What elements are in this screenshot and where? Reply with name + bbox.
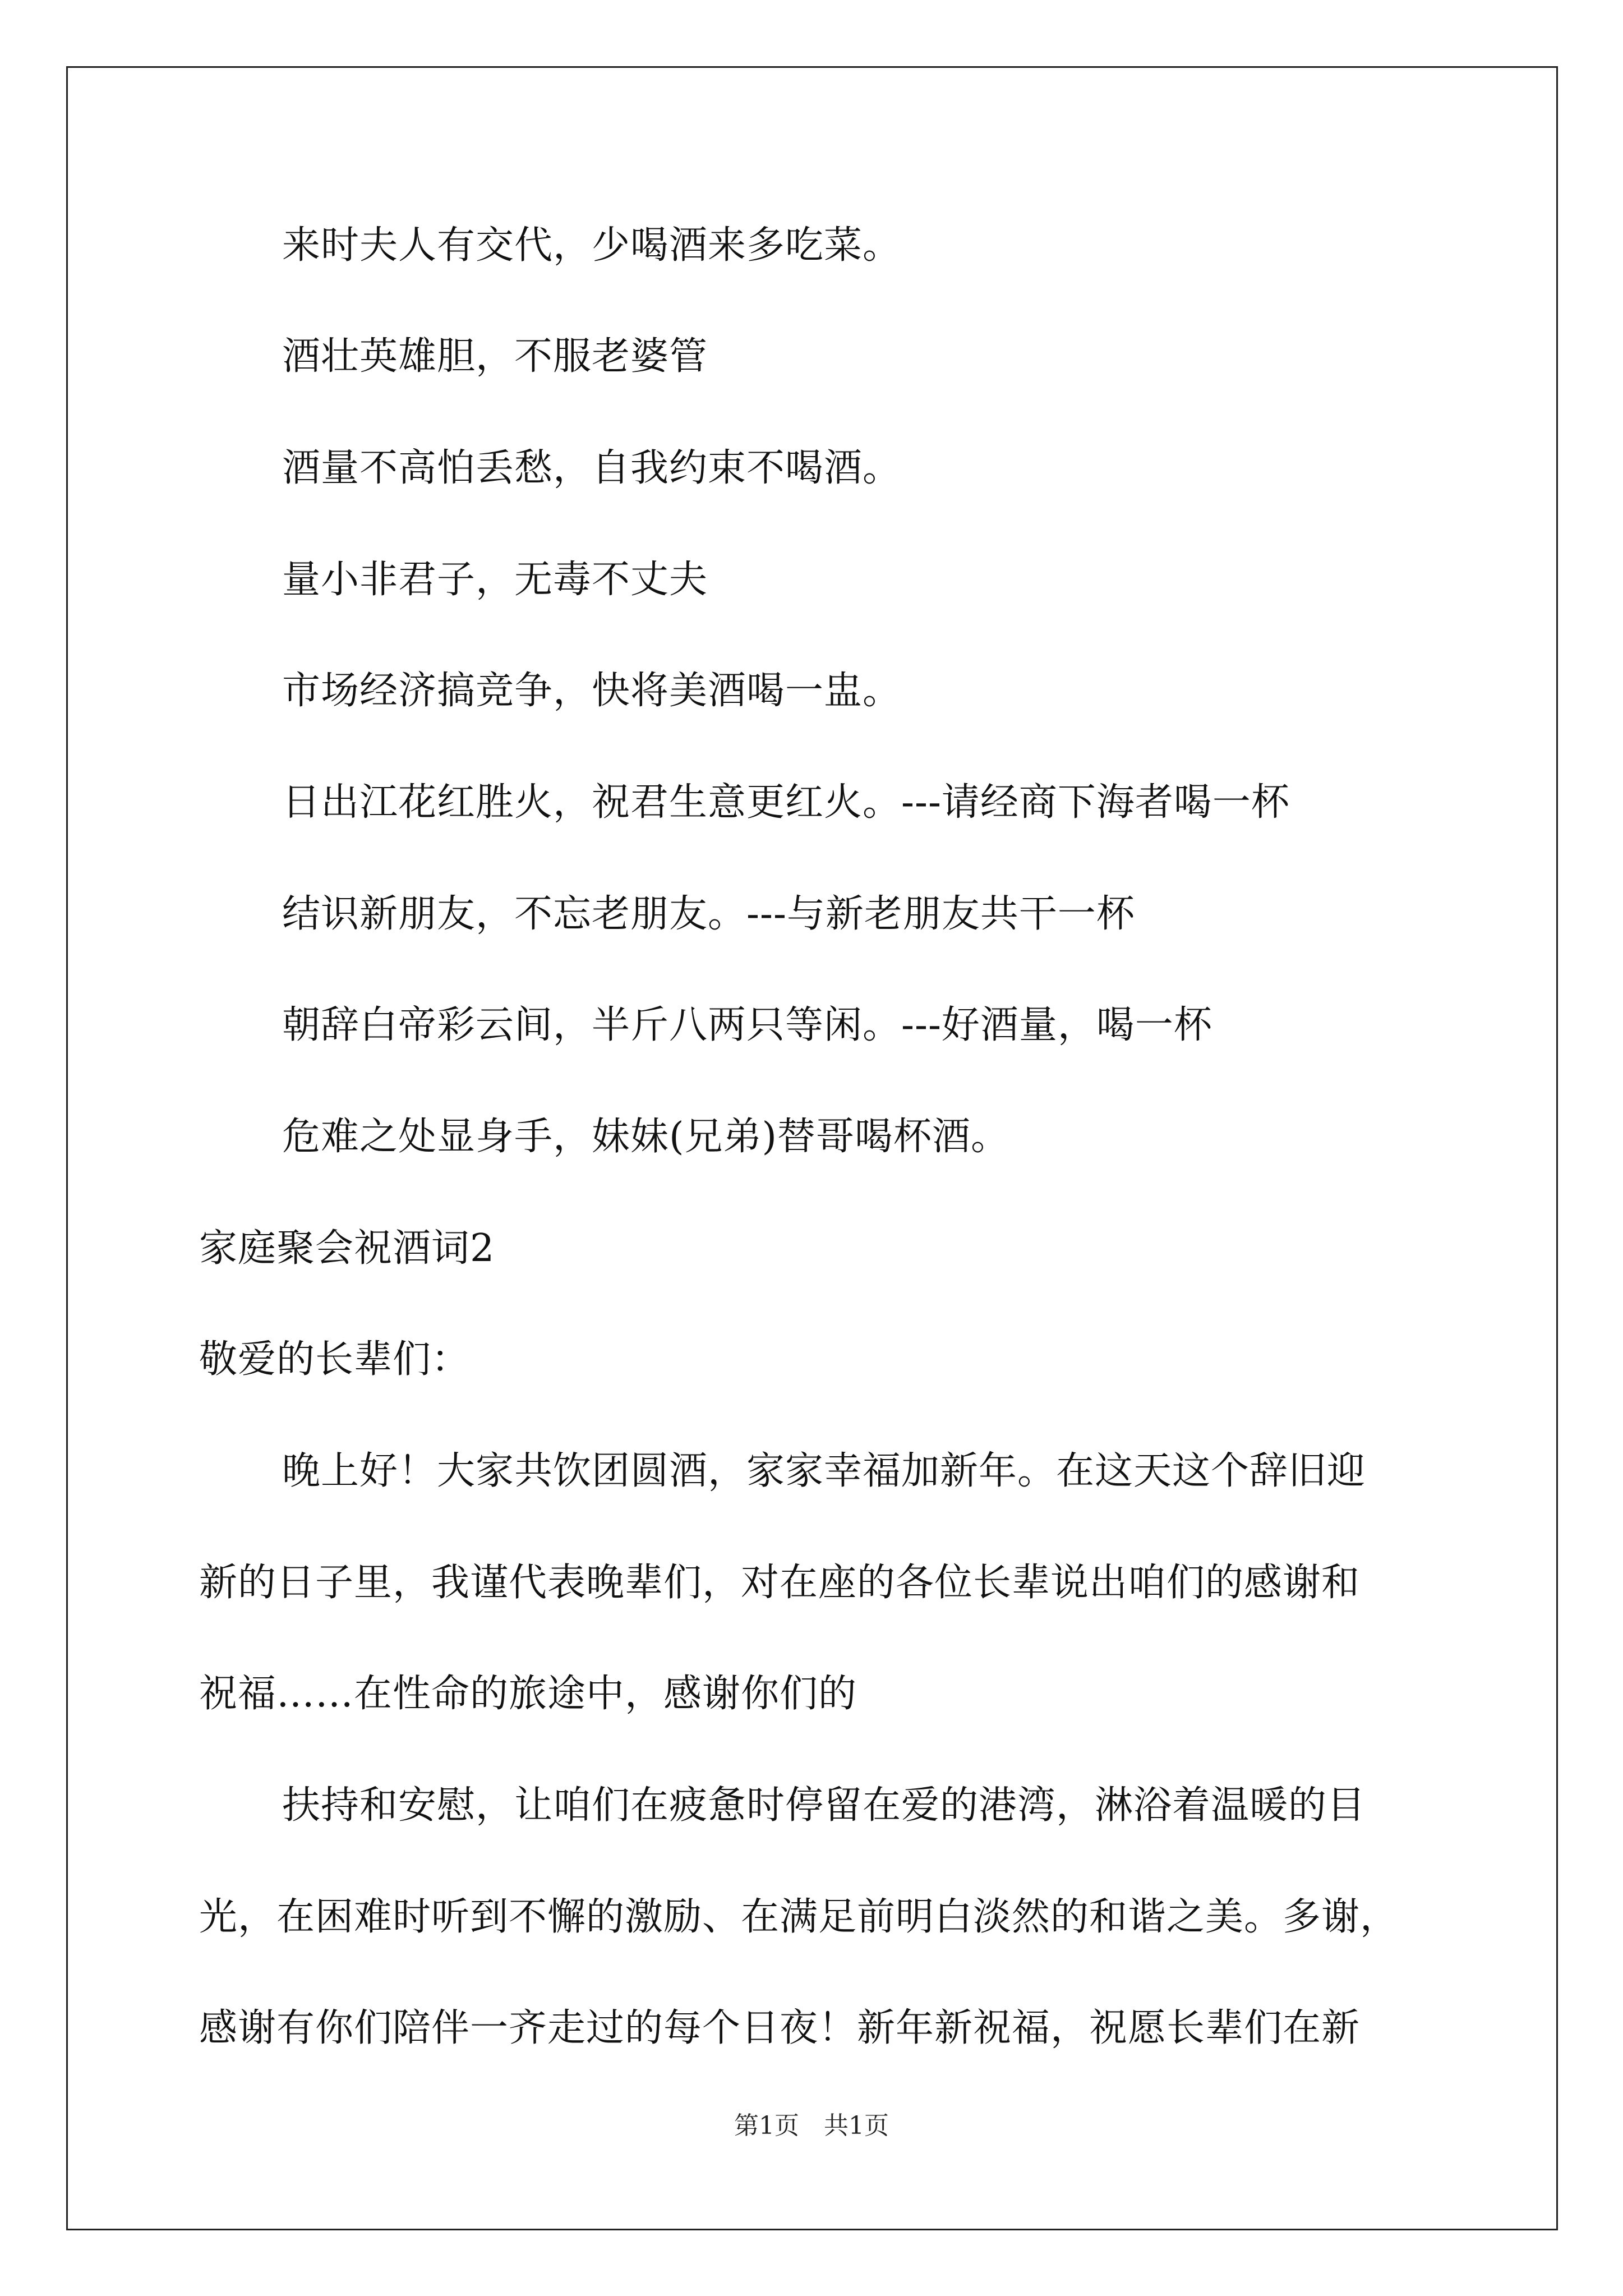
text-line: 酒量不高怕丢愁，自我约束不喝酒。: [282, 446, 902, 490]
text-line: 感谢有你们陪伴一齐走过的每个日夜！新年新祝福，祝愿长辈们在新: [199, 2006, 1361, 2050]
text-line: 结识新朋友，不忘老朋友。---与新老朋友共干一杯: [282, 892, 1135, 936]
text-line: 酒壮英雄胆，不服老婆管: [282, 334, 708, 379]
page-footer: 第1页 共1页: [734, 2111, 889, 2140]
text-line: 光，在困难时听到不懈的激励、在满足前明白淡然的和谐之美。多谢，: [199, 1895, 1399, 1939]
section-heading: 家庭聚会祝酒词2: [199, 1226, 495, 1271]
text-line: 朝辞白帝彩云间，半斤八两只等闲。---好酒量，喝一杯: [282, 1003, 1212, 1047]
text-line: 新的日子里，我谨代表晚辈们，对在座的各位长辈说出咱们的感谢和: [199, 1561, 1361, 1605]
text-line: 晚上好！大家共饮团圆酒，家家幸福加新年。在这天这个辞旧迎: [282, 1449, 1366, 1493]
text-line: 危难之处显身手，妹妹(兄弟)替哥喝杯酒。: [282, 1115, 1010, 1159]
text-line: 市场经济搞竞争，快将美酒喝一盅。: [282, 669, 902, 713]
text-line: 来时夫人有交代，少喝酒来多吃菜。: [282, 223, 902, 268]
text-line: 扶持和安慰，让咱们在疲惫时停留在爱的港湾，淋浴着温暖的目: [282, 1783, 1366, 1828]
text-line: 祝福……在性命的旅途中，感谢你们的: [199, 1672, 857, 1716]
text-line: 日出江花红胜火，祝君生意更红火。---请经商下海者喝一杯: [282, 780, 1290, 825]
text-line: 量小非君子，无毒不丈夫: [282, 558, 708, 602]
salutation: 敬爱的长辈们：: [199, 1337, 471, 1382]
